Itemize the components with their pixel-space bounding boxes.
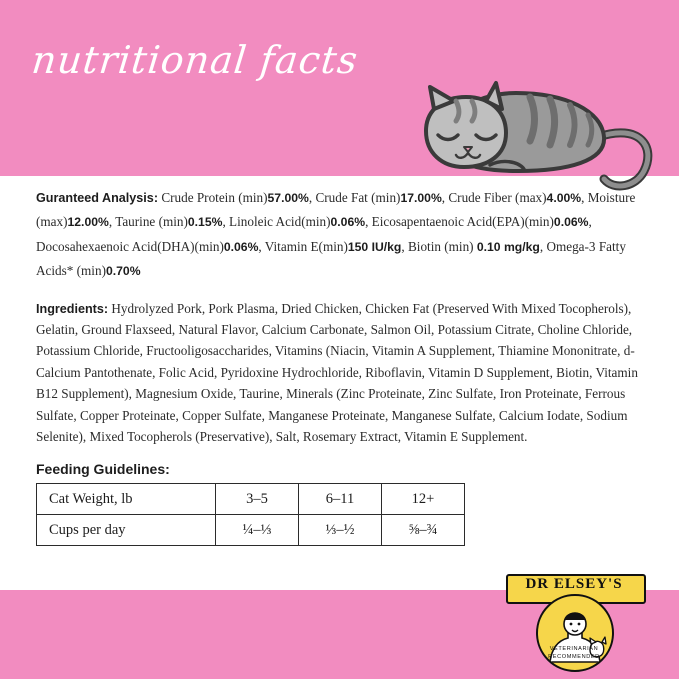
analysis-nutrient: , Omega-3 Fatty Acids* (min) (36, 238, 626, 279)
analysis-nutrient: , Linoleic Acid(min) (222, 214, 331, 230)
analysis-nutrient: , Eicosapentaenoic Acid(EPA)(min) (365, 214, 554, 230)
analysis-nutrient: , Docosahexaenoic Acid(DHA)(min) (36, 214, 592, 254)
analysis-value: 0.06% (553, 215, 589, 230)
ingredients-label: Ingredients: (36, 301, 109, 316)
analysis-value: 0.70% (105, 264, 141, 279)
logo-tagline-line2: RECOMMENDED (548, 654, 600, 660)
table-cell: 12+ (382, 484, 465, 515)
table-cell: 3–5 (216, 484, 299, 515)
analysis-nutrient: Crude Protein (min) (161, 190, 268, 205)
table-row (37, 484, 465, 515)
analysis-value: 0.06% (223, 239, 259, 254)
logo-brand-text: DR ELSEY'S (525, 576, 623, 592)
analysis-value: 57.00% (267, 191, 309, 205)
logo-portrait-circle (536, 594, 614, 672)
ingredients-text: Hydrolyzed Pork, Pork Plasma, Dried Chicken, Chicken Fat (Preserved With Mixed Tocopherols), Gelatin, Ground Flaxseed, Natural Flavor, Calcium Carbonate, Salmon Oil, Potassium Citrate, Choline Chloride, Potassium Chloride, Fructooligosaccharides, Vitamins (Niacin, Vitamin A Supplement, Thiamine Mononitrate, d-Calcium Pantothenate, Folic Acid, Pyridoxine Hydrochloride, Riboflavin, Vitamin D Supplement, Biotin, Vitamin B12 Supplement), Magnesium Oxide, Taurine, Minerals (Zinc Proteinate, Zinc Sulfate, Iron Proteinate, Ferrous Sulfate, Copper Proteinate, Copper Sulfate, Manganese Proteinate, Manganese Sulfate, Calcium Iodate, Sodium Selenite), Mixed Tocopherols (Preservative), Salt, Rosemary Extract, Vitamin E Supplement. (36, 300, 638, 444)
brand-logo (506, 560, 642, 670)
analysis-value: 150 IU/kg (347, 239, 402, 254)
content-area (0, 176, 679, 546)
feeding-block (0, 461, 679, 546)
analysis-nutrient: , Taurine (min) (108, 214, 188, 230)
table-row (37, 515, 465, 546)
table-cell: 6–11 (299, 484, 382, 515)
analysis-value: 4.00% (546, 191, 582, 205)
feeding-guidelines-title: Feeding Guidelines: (36, 461, 170, 478)
analysis-value: 0.06% (330, 215, 366, 230)
feeding-guidelines-table (36, 483, 465, 546)
logo-tagline-line1: VETERINARIAN (549, 646, 599, 652)
table-cell: ¼–⅓ (216, 515, 299, 546)
analysis-nutrient: , Crude Fat (min) (308, 190, 401, 205)
analysis-label: Guranteed Analysis: (36, 191, 159, 205)
guaranteed-analysis (36, 186, 643, 284)
table-cell: ⅝–¾ (382, 515, 465, 546)
analysis-nutrient: , Crude Fiber (max) (441, 190, 547, 205)
table-row-header: Cups per day (37, 515, 216, 546)
analysis-value: 12.00% (67, 215, 109, 230)
analysis-value: 0.15% (187, 215, 223, 230)
analysis-nutrient: , Vitamin E(min) (258, 238, 348, 254)
ingredients-block (0, 298, 679, 448)
analysis-block (0, 186, 679, 284)
table-row-header: Cat Weight, lb (37, 484, 216, 515)
page-title: nutritional facts (29, 38, 361, 82)
ingredients-paragraph (36, 298, 643, 448)
table-cell: ⅓–½ (299, 515, 382, 546)
analysis-nutrient: , Moisture (max) (36, 190, 636, 230)
analysis-value: 0.10 mg/kg (476, 239, 540, 254)
analysis-nutrient: , Biotin (min) (401, 238, 477, 254)
analysis-value: 17.00% (400, 191, 442, 205)
